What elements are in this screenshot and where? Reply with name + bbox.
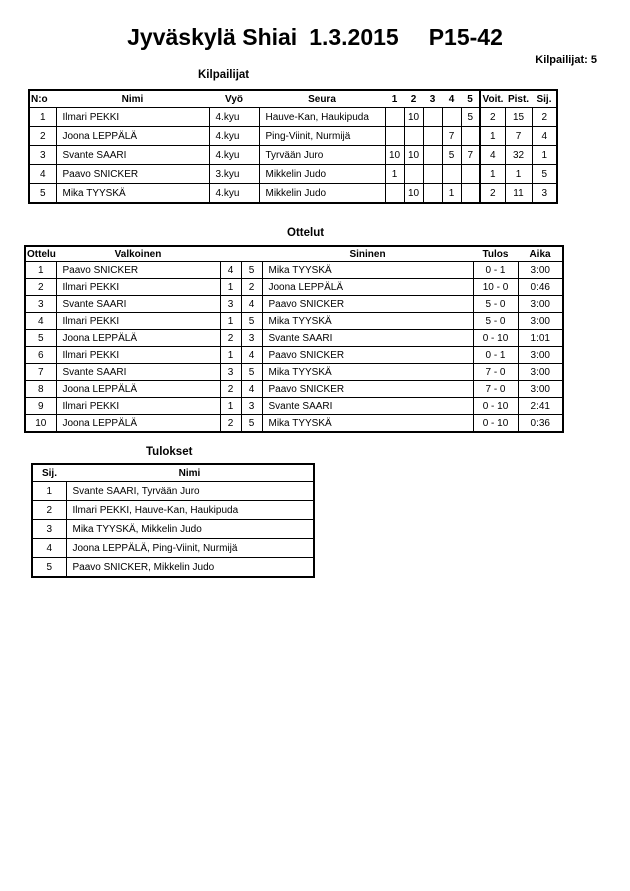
cell-time: 3:00: [518, 381, 563, 398]
cell-score-vs-5: 5: [461, 108, 480, 127]
competitor-row: [29, 184, 557, 204]
cell-placement: 5: [532, 165, 557, 184]
cell-blue-name: Paavo SNICKER: [262, 347, 473, 364]
cell-score-vs-2: [404, 165, 423, 184]
cell-time: 0:46: [518, 279, 563, 296]
cell-wins: 4: [480, 146, 505, 165]
cell-white-competitor-number: 1: [220, 398, 241, 415]
cell-white-competitor-number: 4: [220, 262, 241, 279]
cell-belt-grade: 4.kyu: [209, 127, 259, 146]
cell-competitor-name: Joona LEPPÄLÄ: [56, 127, 209, 146]
cell-time: 2:41: [518, 398, 563, 415]
cell-white-name: Svante SAARI: [56, 364, 220, 381]
cell-points: 32: [505, 146, 532, 165]
cell-result: 0 - 1: [473, 262, 518, 279]
col-header-1: 1: [385, 90, 404, 108]
cell-time: 3:00: [518, 364, 563, 381]
cell-club: Ping-Viinit, Nurmijä: [259, 127, 385, 146]
cell-score-vs-3: [423, 165, 442, 184]
cell-club: Mikkelin Judo: [259, 165, 385, 184]
col-header-sininen: Sininen: [262, 246, 473, 262]
cell-blue-competitor-number: 4: [241, 347, 262, 364]
match-row: [25, 347, 563, 364]
cell-time: 3:00: [518, 262, 563, 279]
cell-wins: 2: [480, 108, 505, 127]
cell-blue-name: Mika TYYSKÄ: [262, 262, 473, 279]
col-header-3: 3: [423, 90, 442, 108]
cell-match-number: 3: [25, 296, 56, 313]
cell-competitor-number: 3: [29, 146, 56, 165]
cell-points: 7: [505, 127, 532, 146]
cell-match-number: 5: [25, 330, 56, 347]
cell-score-vs-3: [423, 146, 442, 165]
cell-score-vs-1: 10: [385, 146, 404, 165]
cell-competitor-number: 2: [29, 127, 56, 146]
cell-score-vs-5: [461, 165, 480, 184]
cell-time: 1:01: [518, 330, 563, 347]
cell-white-name: Svante SAARI: [56, 296, 220, 313]
cell-result: 0 - 10: [473, 330, 518, 347]
cell-score-vs-4: 1: [442, 184, 461, 204]
cell-score-vs-4: [442, 165, 461, 184]
cell-score-vs-5: [461, 127, 480, 146]
cell-blue-competitor-number: 3: [241, 398, 262, 415]
competitors-count-label: Kilpailijat: 5: [535, 54, 597, 66]
cell-white-name: Joona LEPPÄLÄ: [56, 381, 220, 398]
cell-blue-name: Paavo SNICKER: [262, 381, 473, 398]
col-header-blue-number: [241, 246, 262, 262]
cell-white-name: Ilmari PEKKI: [56, 313, 220, 330]
cell-blue-name: Svante SAARI: [262, 398, 473, 415]
col-header-nimi: Nimi: [56, 90, 209, 108]
cell-white-name: Paavo SNICKER: [56, 262, 220, 279]
kilpailijat-section-title: Kilpailijat: [198, 69, 250, 81]
col-header-ottelu: Ottelu: [25, 246, 56, 262]
cell-blue-name: Mika TYYSKÄ: [262, 364, 473, 381]
cell-score-vs-1: [385, 108, 404, 127]
cell-score-vs-1: 1: [385, 165, 404, 184]
cell-score-vs-2: 10: [404, 108, 423, 127]
cell-points: 1: [505, 165, 532, 184]
cell-blue-name: Paavo SNICKER: [262, 296, 473, 313]
cell-score-vs-5: [461, 184, 480, 204]
cell-blue-competitor-number: 4: [241, 381, 262, 398]
cell-result: 5 - 0: [473, 296, 518, 313]
col-header-tulos: Tulos: [473, 246, 518, 262]
final-placement-row: [32, 482, 314, 501]
page-title: [0, 24, 630, 51]
cell-white-competitor-number: 1: [220, 347, 241, 364]
cell-time: 3:00: [518, 313, 563, 330]
cell-belt-grade: 3.kyu: [209, 165, 259, 184]
cell-competitor-number: 5: [29, 184, 56, 204]
cell-belt-grade: 4.kyu: [209, 146, 259, 165]
cell-placement: 4: [532, 127, 557, 146]
cell-wins: 1: [480, 127, 505, 146]
col-header-vyo: Vyö: [209, 90, 259, 108]
cell-white-name: Ilmari PEKKI: [56, 398, 220, 415]
page-title-event: Jyväskylä Shiai: [127, 24, 298, 50]
match-row: [25, 296, 563, 313]
cell-blue-competitor-number: 5: [241, 262, 262, 279]
cell-blue-competitor-number: 3: [241, 330, 262, 347]
cell-white-competitor-number: 2: [220, 381, 241, 398]
cell-score-vs-5: 7: [461, 146, 480, 165]
col-header-2: 2: [404, 90, 423, 108]
cell-competitor-name: Ilmari PEKKI: [56, 108, 209, 127]
cell-result: 0 - 10: [473, 398, 518, 415]
final-placement-row: [32, 558, 314, 578]
cell-blue-competitor-number: 5: [241, 313, 262, 330]
cell-match-number: 4: [25, 313, 56, 330]
cell-match-number: 2: [25, 279, 56, 296]
cell-blue-competitor-number: 4: [241, 296, 262, 313]
page-title-date: 1.3.2015: [309, 24, 399, 50]
competitor-row: [29, 108, 557, 127]
cell-score-vs-1: [385, 184, 404, 204]
cell-match-number: 9: [25, 398, 56, 415]
cell-score-vs-3: [423, 127, 442, 146]
cell-blue-competitor-number: 5: [241, 364, 262, 381]
match-row: [25, 398, 563, 415]
cell-club: Mikkelin Judo: [259, 184, 385, 204]
cell-result: 7 - 0: [473, 381, 518, 398]
cell-wins: 2: [480, 184, 505, 204]
cell-score-vs-2: 10: [404, 146, 423, 165]
col-header-sij: Sij.: [32, 464, 66, 482]
cell-white-competitor-number: 1: [220, 313, 241, 330]
col-header-5: 5: [461, 90, 480, 108]
cell-white-competitor-number: 3: [220, 364, 241, 381]
cell-wins: 1: [480, 165, 505, 184]
cell-white-name: Joona LEPPÄLÄ: [56, 330, 220, 347]
cell-score-vs-4: 5: [442, 146, 461, 165]
col-header-aika: Aika: [518, 246, 563, 262]
cell-blue-name: Mika TYYSKÄ: [262, 415, 473, 433]
competitor-row: [29, 127, 557, 146]
cell-blue-name: Joona LEPPÄLÄ: [262, 279, 473, 296]
cell-placement-name: Joona LEPPÄLÄ, Ping-Viinit, Nurmijä: [66, 539, 314, 558]
cell-result: 7 - 0: [473, 364, 518, 381]
match-row: [25, 262, 563, 279]
cell-score-vs-3: [423, 184, 442, 204]
kilpailijat-header-row: [29, 90, 557, 108]
cell-result: 0 - 1: [473, 347, 518, 364]
cell-belt-grade: 4.kyu: [209, 108, 259, 127]
cell-placement: 4: [32, 539, 66, 558]
ottelut-header-row: [25, 246, 563, 262]
cell-club: Hauve-Kan, Haukipuda: [259, 108, 385, 127]
cell-competitor-name: Svante SAARI: [56, 146, 209, 165]
cell-time: 3:00: [518, 296, 563, 313]
cell-placement: 3: [532, 184, 557, 204]
cell-placement-name: Paavo SNICKER, Mikkelin Judo: [66, 558, 314, 578]
col-header-voit: Voit.: [480, 90, 505, 108]
cell-points: 15: [505, 108, 532, 127]
col-header-4: 4: [442, 90, 461, 108]
cell-competitor-name: Mika TYYSKÄ: [56, 184, 209, 204]
cell-score-vs-4: 7: [442, 127, 461, 146]
cell-white-competitor-number: 2: [220, 415, 241, 433]
cell-result: 0 - 10: [473, 415, 518, 433]
cell-score-vs-1: [385, 127, 404, 146]
cell-score-vs-3: [423, 108, 442, 127]
cell-match-number: 10: [25, 415, 56, 433]
col-header-valkoinen: Valkoinen: [56, 246, 220, 262]
col-header-white-number: [220, 246, 241, 262]
cell-competitor-name: Paavo SNICKER: [56, 165, 209, 184]
tulokset-section-title: Tulokset: [146, 446, 193, 458]
col-header-no: N:o: [29, 90, 56, 108]
tulokset-header-row: [32, 464, 314, 482]
cell-blue-name: Mika TYYSKÄ: [262, 313, 473, 330]
cell-time: 0:36: [518, 415, 563, 433]
competitor-row: [29, 146, 557, 165]
cell-points: 11: [505, 184, 532, 204]
cell-placement-name: Svante SAARI, Tyrvään Juro: [66, 482, 314, 501]
cell-time: 3:00: [518, 347, 563, 364]
col-header-seura: Seura: [259, 90, 385, 108]
kilpailijat-table: [28, 89, 558, 204]
tulokset-table: [31, 463, 315, 578]
match-row: [25, 330, 563, 347]
cell-competitor-number: 1: [29, 108, 56, 127]
match-row: [25, 364, 563, 381]
cell-placement-name: Ilmari PEKKI, Hauve-Kan, Haukipuda: [66, 501, 314, 520]
match-row: [25, 313, 563, 330]
cell-blue-competitor-number: 2: [241, 279, 262, 296]
cell-white-competitor-number: 1: [220, 279, 241, 296]
col-header-pist: Pist.: [505, 90, 532, 108]
match-row: [25, 415, 563, 433]
cell-white-competitor-number: 2: [220, 330, 241, 347]
cell-placement: 2: [532, 108, 557, 127]
ottelut-table: [24, 245, 564, 433]
match-row: [25, 279, 563, 296]
cell-belt-grade: 4.kyu: [209, 184, 259, 204]
cell-placement: 1: [32, 482, 66, 501]
cell-placement: 1: [532, 146, 557, 165]
col-header-nimi: Nimi: [66, 464, 314, 482]
cell-placement: 3: [32, 520, 66, 539]
cell-match-number: 8: [25, 381, 56, 398]
cell-blue-name: Svante SAARI: [262, 330, 473, 347]
cell-club: Tyrvään Juro: [259, 146, 385, 165]
cell-white-competitor-number: 3: [220, 296, 241, 313]
cell-match-number: 6: [25, 347, 56, 364]
ottelut-section-title: Ottelut: [287, 227, 325, 239]
col-header-sij: Sij.: [532, 90, 557, 108]
cell-white-name: Ilmari PEKKI: [56, 347, 220, 364]
cell-score-vs-2: [404, 127, 423, 146]
cell-score-vs-4: [442, 108, 461, 127]
cell-placement: 5: [32, 558, 66, 578]
final-placement-row: [32, 520, 314, 539]
final-placement-row: [32, 539, 314, 558]
cell-white-name: Ilmari PEKKI: [56, 279, 220, 296]
match-row: [25, 381, 563, 398]
cell-result: 5 - 0: [473, 313, 518, 330]
page-title-class: P15-42: [428, 24, 503, 50]
cell-result: 10 - 0: [473, 279, 518, 296]
cell-blue-competitor-number: 5: [241, 415, 262, 433]
cell-score-vs-2: 10: [404, 184, 423, 204]
competitor-row: [29, 165, 557, 184]
cell-placement: 2: [32, 501, 66, 520]
cell-match-number: 1: [25, 262, 56, 279]
final-placement-row: [32, 501, 314, 520]
cell-match-number: 7: [25, 364, 56, 381]
cell-white-name: Joona LEPPÄLÄ: [56, 415, 220, 433]
cell-competitor-number: 4: [29, 165, 56, 184]
cell-placement-name: Mika TYYSKÄ, Mikkelin Judo: [66, 520, 314, 539]
